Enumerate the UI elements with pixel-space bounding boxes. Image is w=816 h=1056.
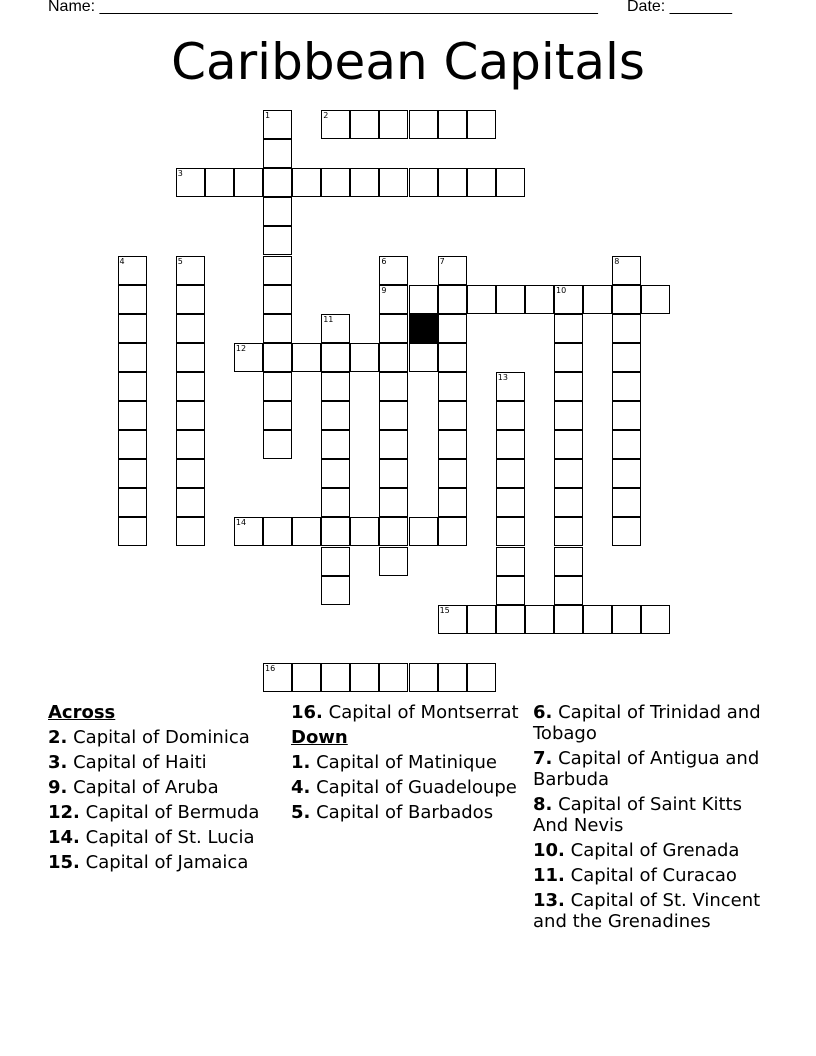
grid-cell[interactable]: [612, 605, 641, 634]
grid-cell[interactable]: [438, 430, 467, 459]
grid-cell[interactable]: [554, 285, 583, 314]
clue-number-label: 4: [119, 256, 125, 266]
grid-cell[interactable]: [409, 663, 438, 692]
grid-cell[interactable]: [496, 168, 525, 197]
grid-cell[interactable]: [612, 314, 641, 343]
grid-cell[interactable]: [176, 430, 205, 459]
grid-cell[interactable]: [118, 343, 147, 372]
grid-cell[interactable]: [263, 430, 292, 459]
grid-cell[interactable]: [612, 401, 641, 430]
grid-cell[interactable]: [438, 256, 467, 285]
clue-number-label: 6: [381, 256, 387, 266]
grid-cell[interactable]: [321, 576, 350, 605]
grid-cell[interactable]: [118, 459, 147, 488]
grid-cell[interactable]: [176, 285, 205, 314]
grid-cell[interactable]: [263, 110, 292, 139]
grid-cell[interactable]: [379, 314, 408, 343]
grid-cell[interactable]: [379, 168, 408, 197]
grid-cell[interactable]: [438, 517, 467, 546]
grid-cell[interactable]: [321, 488, 350, 517]
grid-cell[interactable]: [409, 517, 438, 546]
grid-cell[interactable]: [350, 663, 379, 692]
grid-cell[interactable]: [234, 168, 263, 197]
grid-cell[interactable]: [554, 576, 583, 605]
clue-number-label: 10: [556, 285, 567, 295]
grid-cell[interactable]: [612, 343, 641, 372]
clue-down-4: 4. Capital of Guadeloupe: [291, 777, 517, 798]
grid-cell[interactable]: [321, 372, 350, 401]
clue-number-label: 15: [439, 605, 450, 615]
grid-cell[interactable]: [583, 285, 612, 314]
grid-cell[interactable]: [496, 401, 525, 430]
grid-cell[interactable]: [525, 285, 554, 314]
grid-cell[interactable]: [263, 314, 292, 343]
clue-number-label: 1: [265, 111, 271, 120]
grid-cell[interactable]: [263, 197, 292, 226]
clue-across-12: 12. Capital of Bermuda: [48, 802, 260, 823]
grid-black-cell: [409, 314, 438, 343]
grid-cell[interactable]: [438, 488, 467, 517]
grid-cell[interactable]: [612, 285, 641, 314]
grid-cell[interactable]: [496, 285, 525, 314]
grid-cell[interactable]: [612, 459, 641, 488]
name-field-label: Name: ________________________________________________________: [48, 0, 598, 15]
grid-cell[interactable]: [118, 256, 147, 285]
grid-cell[interactable]: [176, 372, 205, 401]
grid-cell[interactable]: [321, 401, 350, 430]
clue-number-label: 14: [235, 518, 247, 528]
clue-down-7: 7. Capital of Antigua and Barbuda: [533, 748, 760, 790]
grid-cell[interactable]: [409, 343, 438, 372]
grid-cell[interactable]: [379, 256, 408, 285]
clue-number-label: 9: [381, 285, 387, 295]
clue-across-14: 14. Capital of St. Lucia: [48, 827, 255, 848]
grid-cell[interactable]: [379, 488, 408, 517]
clue-across-2: 2. Capital of Dominica: [48, 727, 250, 748]
grid-cell[interactable]: [612, 372, 641, 401]
grid-cell[interactable]: [379, 663, 408, 692]
grid-cell[interactable]: [379, 401, 408, 430]
grid-cell[interactable]: [467, 663, 496, 692]
grid-cell[interactable]: [321, 517, 350, 546]
grid-cell[interactable]: [496, 547, 525, 576]
grid-cell[interactable]: [409, 168, 438, 197]
grid-cell[interactable]: [438, 663, 467, 692]
grid-cell[interactable]: [554, 459, 583, 488]
clue-down-6: 6. Capital of Trinidad and Tobago: [533, 702, 761, 744]
grid-cell[interactable]: [496, 372, 525, 401]
grid-cell[interactable]: [612, 430, 641, 459]
grid-cell[interactable]: [379, 459, 408, 488]
grid-cell[interactable]: [263, 401, 292, 430]
grid-cell[interactable]: [496, 459, 525, 488]
grid-cell[interactable]: [379, 430, 408, 459]
grid-cell[interactable]: [496, 576, 525, 605]
grid-cell[interactable]: [176, 401, 205, 430]
clue-across-9: 9. Capital of Aruba: [48, 777, 219, 798]
grid-cell[interactable]: [379, 285, 408, 314]
clue-number-label: 2: [323, 111, 329, 120]
grid-cell[interactable]: [379, 343, 408, 372]
grid-cell[interactable]: [554, 547, 583, 576]
grid-cell[interactable]: [118, 285, 147, 314]
grid-cell[interactable]: [496, 430, 525, 459]
grid-cell[interactable]: [496, 517, 525, 546]
grid-cell[interactable]: [176, 517, 205, 546]
clue-down-10: 10. Capital of Grenada: [533, 840, 740, 861]
grid-cell[interactable]: [554, 314, 583, 343]
grid-cell[interactable]: [554, 372, 583, 401]
clue-column-2: [291, 702, 526, 827]
grid-cell[interactable]: [409, 110, 438, 139]
grid-cell[interactable]: [118, 517, 147, 546]
grid-cell[interactable]: [467, 605, 496, 634]
grid-cell[interactable]: [321, 168, 350, 197]
grid-cell[interactable]: [438, 605, 467, 634]
grid-cell[interactable]: [263, 343, 292, 372]
grid-cell[interactable]: [263, 517, 292, 546]
grid-cell[interactable]: [525, 605, 554, 634]
grid-cell[interactable]: [379, 110, 408, 139]
grid-cell[interactable]: [438, 372, 467, 401]
grid-cell[interactable]: [118, 314, 147, 343]
clue-across-16: 16. Capital of Montserrat: [291, 702, 519, 723]
grid-cell[interactable]: [350, 517, 379, 546]
clue-number-label: 13: [497, 372, 508, 382]
grid-cell[interactable]: [612, 488, 641, 517]
grid-cell[interactable]: [321, 663, 350, 692]
clue-across-3: 3. Capital of Haiti: [48, 752, 207, 773]
grid-cell[interactable]: [263, 372, 292, 401]
grid-cell[interactable]: [438, 343, 467, 372]
across-heading: Across: [48, 702, 116, 723]
clue-number-label: 7: [439, 256, 445, 266]
grid-cell[interactable]: [263, 226, 292, 255]
grid-cell[interactable]: [379, 372, 408, 401]
clue-number-label: 5: [177, 256, 183, 266]
grid-cell[interactable]: [234, 343, 263, 372]
grid-cell[interactable]: [467, 110, 496, 139]
clue-down-5: 5. Capital of Barbados: [291, 802, 494, 823]
grid-cell[interactable]: [554, 343, 583, 372]
grid-cell[interactable]: [321, 343, 350, 372]
grid-cell[interactable]: [438, 285, 467, 314]
grid-cell[interactable]: [118, 372, 147, 401]
grid-cell[interactable]: [554, 517, 583, 546]
grid-cell[interactable]: [438, 401, 467, 430]
grid-cell[interactable]: [554, 430, 583, 459]
date-field-label: Date: _______: [627, 0, 732, 15]
clue-down-1: 1. Capital of Matinique: [291, 752, 497, 773]
grid-cell[interactable]: [176, 314, 205, 343]
grid-cell[interactable]: [292, 168, 321, 197]
grid-cell[interactable]: [292, 517, 321, 546]
grid-cell[interactable]: [176, 256, 205, 285]
grid-cell[interactable]: [321, 314, 350, 343]
grid-cell[interactable]: [379, 547, 408, 576]
page-title: Caribbean Capitals: [171, 33, 645, 91]
grid-cell[interactable]: [118, 430, 147, 459]
grid-cell[interactable]: [263, 256, 292, 285]
grid-cell[interactable]: [234, 517, 263, 546]
grid-cell[interactable]: [263, 139, 292, 168]
clue-down-8: 8. Capital of Saint Kitts And Nevis: [533, 794, 742, 836]
grid-cell[interactable]: [612, 517, 641, 546]
grid-cell[interactable]: [118, 488, 147, 517]
grid-cell[interactable]: [350, 110, 379, 139]
grid-cell[interactable]: [612, 256, 641, 285]
clue-number-label: 12: [235, 343, 247, 353]
clue-column-3: [533, 702, 768, 936]
grid-cell[interactable]: [467, 285, 496, 314]
grid-cell[interactable]: [496, 605, 525, 634]
grid-cell[interactable]: [554, 401, 583, 430]
grid-cell[interactable]: [321, 459, 350, 488]
grid-cell[interactable]: [554, 605, 583, 634]
grid-cell[interactable]: [263, 663, 292, 692]
grid-cell[interactable]: [118, 401, 147, 430]
clue-number-label: 16: [265, 663, 276, 673]
grid-cell[interactable]: [438, 314, 467, 343]
grid-cell[interactable]: [292, 663, 321, 692]
grid-cell[interactable]: [438, 110, 467, 139]
clue-number-label: 11: [323, 314, 334, 324]
grid-cell[interactable]: [583, 605, 612, 634]
grid-cell[interactable]: [176, 343, 205, 372]
clue-column-1: [48, 702, 283, 877]
clue-across-15: 15. Capital of Jamaica: [48, 852, 249, 873]
grid-cell[interactable]: [641, 285, 670, 314]
grid-cell[interactable]: [176, 168, 205, 197]
clue-down-13: 13. Capital of St. Vincent and the Grenadines: [533, 890, 761, 932]
grid-cell[interactable]: [292, 343, 321, 372]
grid-cell[interactable]: [496, 488, 525, 517]
grid-cell[interactable]: [176, 488, 205, 517]
grid-cell[interactable]: [554, 488, 583, 517]
grid-cell[interactable]: [641, 605, 670, 634]
clue-number-label: 3: [177, 169, 183, 179]
grid-cell[interactable]: [205, 168, 234, 197]
grid-cell[interactable]: [263, 285, 292, 314]
grid-cell[interactable]: [409, 285, 438, 314]
down-heading: Down: [291, 727, 348, 748]
clue-down-11: 11. Capital of Curacao: [533, 865, 737, 886]
grid-cell[interactable]: [438, 459, 467, 488]
grid-cell[interactable]: [263, 168, 292, 197]
grid-cell[interactable]: [350, 168, 379, 197]
grid-cell[interactable]: [438, 168, 467, 197]
grid-cell[interactable]: [350, 343, 379, 372]
grid-cell[interactable]: [176, 459, 205, 488]
grid-cell[interactable]: [321, 110, 350, 139]
grid-cell[interactable]: [321, 430, 350, 459]
clue-number-label: 8: [614, 256, 620, 266]
grid-cell[interactable]: [379, 517, 408, 546]
grid-cell[interactable]: [467, 168, 496, 197]
grid-cell[interactable]: [321, 547, 350, 576]
